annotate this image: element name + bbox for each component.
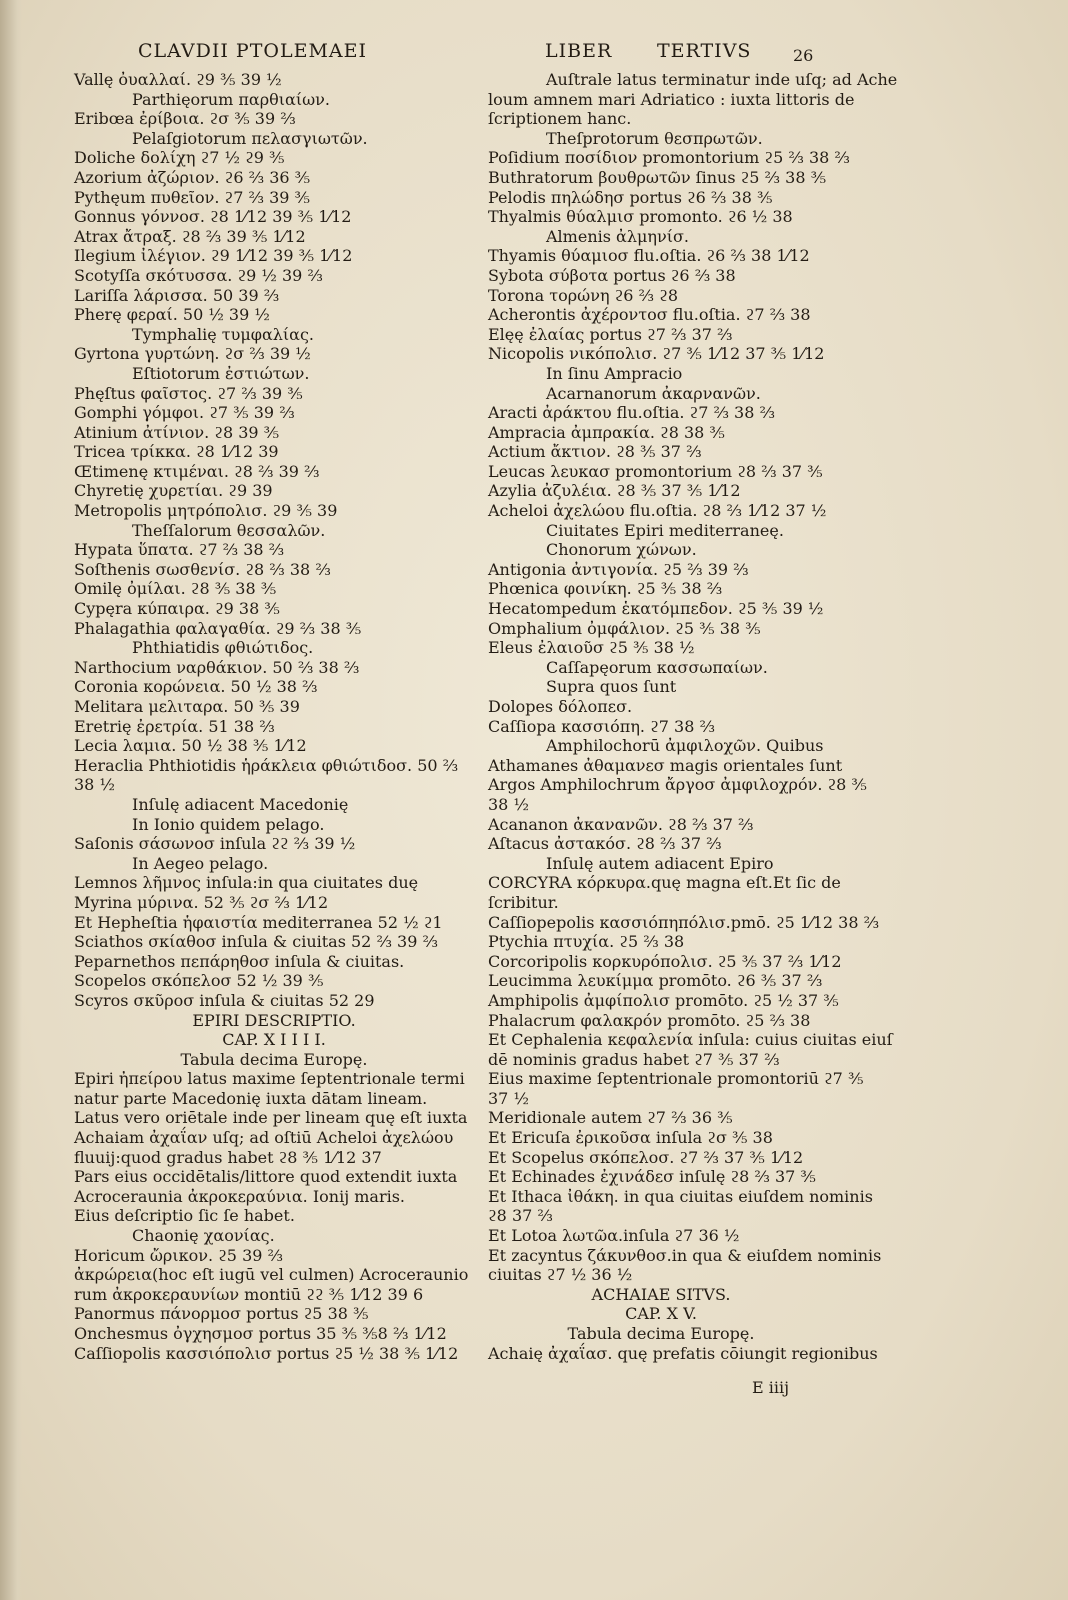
text-line: Caſſiopa κασσιόπη. ϩ7 38 ⅔ [488, 716, 715, 736]
text-line: Nicopolis νικόπολισ. ϩ7 ⅗ 1⁄12 37 ⅗ 1⁄12 [488, 344, 825, 364]
text-line: Doliche δολίχη ϩ7 ½ ϩ9 ⅗ [74, 148, 285, 168]
text-line: Saſonis σάσωνοσ inſula ϩϩ ⅔ 39 ½ [74, 834, 356, 854]
page-number: 26 [793, 46, 814, 65]
text-line: Et Ithaca ἰθάκη. in qua ciuitas eiuſdem nominis [488, 1186, 873, 1206]
text-line: Lemnos λῆμνος inſula:in qua ciuitates duę [74, 873, 419, 893]
text-line: Vallę ὀυαλλαί. ϩ9 ⅗ 39 ½ [74, 70, 282, 89]
right-text-column [488, 70, 898, 1363]
text-line: Eribœa ἐρίβοια. ϩσ ⅗ 39 ⅔ [74, 109, 296, 129]
text-line: Acheloi ἀχελώου flu.oſtia. ϩ8 ⅔ 1⁄12 37 ½ [488, 501, 827, 521]
text-line: Theſſalorum θεσσαλῶν. [132, 520, 326, 540]
text-line: Sybota σύβοτα portus ϩ6 ⅔ 38 [488, 265, 736, 285]
text-line: Acananon ἀκανανῶν. ϩ8 ⅔ 37 ⅔ [488, 814, 754, 834]
text-line: Supra quos ſunt [546, 677, 677, 697]
text-line: Atrax ἄτραξ. ϩ8 ⅔ 39 ⅗ 1⁄12 [74, 226, 306, 246]
text-line: Eius deſcriptio ſic ſe habet. [74, 1206, 295, 1226]
text-line: Myrina μύρινα. 52 ⅗ ϩσ ⅔ 1⁄12 [74, 892, 329, 912]
text-line: Dolopes δόλοπεσ. [488, 697, 633, 716]
text-line: Ilegium ἰλέγιον. ϩ9 1⁄12 39 ⅗ 1⁄12 [74, 246, 353, 266]
text-line: Et Ericuſa ἐρικοῦσα inſula ϩσ ⅗ 38 [488, 1128, 773, 1148]
text-line: Auſtrale latus terminatur inde uſq; ad Ache [546, 70, 898, 89]
text-line: In Ionio quidem pelago. [132, 814, 325, 834]
text-line: fluuij:quod gradus habet ϩ8 ⅗ 1⁄12 37 [74, 1147, 382, 1167]
text-line: Scotyſſa σκότυσσα. ϩ9 ½ 39 ⅔ [74, 265, 323, 285]
text-line: Pelaſgiotorum πελασγιωτῶν. [132, 128, 368, 148]
text-line: Heraclia Phthiotidis ἡράκλεια φθιώτιδοσ. 50 ⅔ [74, 755, 459, 775]
text-line: ciuitas ϩ7 ½ 36 ½ [488, 1265, 633, 1285]
text-line: ACHAIAE SITVS. [591, 1284, 731, 1304]
text-line: Ptychia πτυχία. ϩ5 ⅔ 38 [488, 932, 685, 952]
text-line: Almenis ἀλμηνίσ. [546, 226, 689, 246]
signature-mark: E iiij [752, 1378, 790, 1397]
text-line: Horicum ὤρικον. ϩ5 39 ⅔ [74, 1245, 284, 1265]
text-line: Acherontis ἀχέροντοσ flu.oſtia. ϩ7 ⅔ 38 [488, 305, 811, 325]
text-line: Achaię ἀχαΐασ. quę prefatis cōiungit regionibus [488, 1343, 878, 1363]
text-line: Leucas λευκασ promontorium ϩ8 ⅔ 37 ⅗ [488, 461, 823, 481]
text-line: 37 ½ [488, 1088, 529, 1108]
text-line: Chyretię χυρετίαι. ϩ9 39 [74, 481, 273, 501]
text-line: ἀκρώρεια(hoc eſt iugū vel culmen) Acroceraunio [74, 1265, 469, 1285]
text-line: Eius maxime ſeptentrionale promontoriū ϩ7 ⅗ [488, 1069, 864, 1089]
text-line: Et Scopelus σκόπελοσ. ϩ7 ⅔ 37 ⅗ 1⁄12 [488, 1147, 804, 1167]
text-line: Tymphalię τυμφαλίας. [132, 324, 315, 344]
text-line: Acarnanorum ἀκαρνανῶν. [546, 383, 761, 403]
text-line: Eretrię ἐρετρία. 51 38 ⅔ [74, 716, 275, 736]
text-line: Pherę φεραί. 50 ½ 39 ½ [74, 305, 270, 325]
text-line: ſcriptionem hanc. [488, 109, 632, 129]
text-line: Ampracia ἀμπρακία. ϩ8 38 ⅗ [488, 422, 725, 442]
text-line: Œtimenę κτιμέναι. ϩ8 ⅔ 39 ⅔ [74, 461, 320, 481]
text-line: Amphipolis ἀμφίπολισ promōto. ϩ5 ½ 37 ⅗ [488, 990, 839, 1010]
text-line: Amphilochorū ἀμφιλοχῶν. Quibus [546, 736, 824, 756]
text-line: Narthocium ναρθάκιον. 50 ⅔ 38 ⅔ [74, 657, 360, 677]
text-line: dē nominis gradus habet ϩ7 ⅗ 37 ⅔ [488, 1049, 780, 1069]
text-line: Antigonia ἀντιγονία. ϩ5 ⅔ 39 ⅔ [488, 559, 749, 579]
text-line: EPIRI DESCRIPTIO. [192, 1010, 356, 1030]
text-line: Acroceraunia ἀκροκεραύνια. Ionij maris. [74, 1186, 406, 1206]
text-line: Latus vero oriētale inde per lineam quę eſt iuxta [74, 1108, 468, 1128]
text-line: Pars eius occidētalis/littore quod extendit iuxta [74, 1167, 458, 1187]
text-line: Gomphi γόμφοι. ϩ7 ⅗ 39 ⅔ [74, 403, 295, 423]
text-line: rum ἀκροκεραυνίων montiū ϩϩ ⅗ 1⁄12 39 6 [74, 1284, 424, 1304]
text-line: Soſthenis σωσθενίσ. ϩ8 ⅔ 38 ⅔ [74, 559, 331, 579]
text-line: Phœnica φοινίκη. ϩ5 ⅗ 38 ⅔ [488, 579, 723, 599]
text-line: Chonorum χώνων. [546, 540, 697, 560]
text-line: Epiri ἠπείρου latus maxime ſeptentrionale termi [74, 1069, 465, 1089]
text-line: Buthratorum βουθρωτῶν ſinus ϩ5 ⅔ 38 ⅗ [488, 167, 827, 187]
text-line: Inſulę adiacent Macedonię [132, 794, 349, 814]
text-line: Ciuitates Epiri mediterraneę. [546, 520, 784, 540]
text-line: Et Cephalenia κεφαλενία inſula: cuius ciuitas eiuſ [488, 1030, 893, 1050]
text-line: In Aegeo pelago. [132, 853, 269, 873]
text-line: Scyros σκῦροσ inſula & ciuitas 52 29 [74, 990, 375, 1010]
text-line: Caſſiopepolis κασσιόπηπόλισ.pmō. ϩ5 1⁄12 38 ⅔ [488, 912, 880, 932]
text-line: Phalagathia φαλαγαθία. ϩ9 ⅔ 38 ⅗ [74, 618, 362, 638]
text-line: Poſidium ποσίδιον promontorium ϩ5 ⅔ 38 ⅔ [488, 148, 850, 168]
text-line: Leucimma λευκίμμα promōto. ϩ6 ⅗ 37 ⅔ [488, 971, 823, 991]
text-line: Et zacyntus ζάκυνθοσ.in qua & eiuſdem nominis [488, 1245, 882, 1265]
text-line: Corcoripolis κορκυρόπολισ. ϩ5 ⅗ 37 ⅔ 1⁄12 [488, 951, 842, 971]
text-line: CAP. X V. [625, 1304, 697, 1324]
text-line: Caſſapęorum κασσωπαίων. [546, 657, 768, 677]
text-line: Pythęum πυθεῖον. ϩ7 ⅔ 39 ⅗ [74, 187, 311, 207]
text-line: loum amnem mari Adriatico : iuxta littoris de [488, 89, 855, 109]
text-line: Melitara μελιταρα. 50 ⅗ 39 [74, 697, 300, 716]
text-line: In ſinu Ampracio [546, 363, 683, 383]
text-line: Gyrtona γυρτώνη. ϩσ ⅔ 39 ½ [74, 344, 311, 364]
text-line: Torona τορώνη ϩ6 ⅔ ϩ8 [488, 285, 678, 305]
text-line: Caſſiopolis κασσιόπολισ portus ϩ5 ½ 38 ⅗ 1⁄12 [74, 1343, 459, 1363]
running-head-left: CLAVDII PTOLEMAEI [138, 40, 368, 62]
text-line: Elęę ἐλαίας portus ϩ7 ⅔ 37 ⅔ [488, 324, 733, 344]
text-line: Pelodis πηλώδησ portus ϩ6 ⅔ 38 ⅗ [488, 187, 773, 207]
text-line: 38 ½ [488, 794, 529, 814]
text-line: 38 ½ [74, 775, 115, 795]
text-line: Hecatompedum ἑκατόμπεδον. ϩ5 ⅗ 39 ½ [488, 599, 824, 619]
text-line: Lariſſa λάρισσα. 50 39 ⅔ [74, 285, 280, 305]
text-line: Achaiam ἀχαΐαν uſq; ad oſtiū Acheloi ἀχελώου [74, 1128, 454, 1148]
text-line: Cypęra κύπαιρα. ϩ9 38 ⅗ [74, 599, 280, 619]
text-line: Panormus πάνορμοσ portus ϩ5 38 ⅗ [74, 1304, 369, 1324]
text-line: Thyamis θύαμιοσ flu.oſtia. ϩ6 ⅔ 38 1⁄12 [488, 246, 810, 266]
running-head-part: TERTIVS [657, 40, 752, 62]
text-line: Eſtiotorum ἐστιώτων. [132, 363, 310, 383]
text-line: Thyalmis θύαλμισ promonto. ϩ6 ½ 38 [488, 207, 793, 227]
text-line: Meridionale autem ϩ7 ⅔ 36 ⅗ [488, 1108, 733, 1128]
text-line: Et Echinades ἐχινάδεσ inſulę ϩ8 ⅔ 37 ⅗ [488, 1167, 816, 1187]
text-line: Omphalium ὀμφάλιον. ϩ5 ⅗ 38 ⅗ [488, 618, 761, 638]
text-line: Athamanes ἀθαμανεσ magis orientales ſunt [488, 755, 843, 775]
text-line: Metropolis μητρόπολισ. ϩ9 ⅗ 39 [74, 501, 338, 521]
left-text-column [74, 70, 474, 1363]
text-line: Parthięorum παρθιαίων. [132, 89, 330, 109]
text-line: Sciathos σκίαθοσ inſula & ciuitas 52 ⅔ 39 ⅔ [74, 932, 438, 952]
text-line: Et Lotoa λωτῶα.inſula ϩ7 36 ½ [488, 1226, 740, 1246]
text-line: Theſprotorum θεσπρωτῶν. [546, 128, 763, 148]
text-line: Tabula decima Europę. [567, 1324, 755, 1343]
text-line: Atinium ἀτίνιον. ϩ8 39 ⅗ [74, 422, 280, 442]
text-line: Aſtacus ἀστακόσ. ϩ8 ⅔ 37 ⅔ [488, 834, 722, 854]
text-line: Chaonię χαονίας. [132, 1226, 275, 1246]
text-line: Scopelos σκόπελοσ 52 ½ 39 ⅗ [74, 971, 324, 991]
text-line: Gonnus γόννοσ. ϩ8 1⁄12 39 ⅗ 1⁄12 [74, 207, 352, 227]
text-line: Aracti ἀράκτου flu.oſtia. ϩ7 ⅔ 38 ⅔ [488, 403, 776, 423]
text-line: Phęſtus φαῖστος. ϩ7 ⅔ 39 ⅗ [74, 383, 303, 403]
text-line: Argos Amphilochrum ἄργοσ ἀμφιλοχρόν. ϩ8 ⅗ [488, 775, 867, 795]
text-line: Phalacrum φαλακρόν promōto. ϩ5 ⅔ 38 [488, 1010, 811, 1030]
text-line: Tabula decima Europę. [180, 1049, 368, 1069]
text-line: CORCYRA κόρκυρα.quę magna eſt.Et ſic de [488, 873, 841, 893]
running-head-book: LIBER [545, 40, 613, 62]
text-line: CAP. X I I I I. [222, 1030, 326, 1050]
text-line: Eleus ἐλαιοῦσ ϩ5 ⅗ 38 ½ [488, 638, 695, 658]
text-line: ϩ8 37 ⅔ [488, 1206, 553, 1226]
text-line: Et Hepheſtia ἡφαιστία mediterranea 52 ½ ϩ1 [74, 912, 443, 932]
text-line: Tricea τρίκκα. ϩ8 1⁄12 39 [74, 442, 279, 462]
text-line: Azylia ἀζυλέια. ϩ8 ⅗ 37 ⅗ 1⁄12 [488, 481, 741, 501]
text-line: Lecia λαμια. 50 ½ 38 ⅗ 1⁄12 [74, 736, 307, 756]
text-line: Actium ἄκτιον. ϩ8 ⅗ 37 ⅔ [488, 442, 702, 462]
text-line: Onchesmus ὀγχησμοσ portus 35 ⅗ ⅗8 ⅔ 1⁄12 [74, 1324, 447, 1343]
text-line: ſcribitur. [488, 892, 559, 912]
text-line: natur parte Macedonię iuxta dātam lineam. [74, 1088, 428, 1108]
text-line: Peparnethos πεπάρηθοσ inſula & ciuitas. [74, 951, 405, 971]
page-gutter-shadow [0, 0, 22, 1600]
text-line: Azorium ἀζώριον. ϩ6 ⅔ 36 ⅗ [74, 167, 311, 187]
text-line: Coronia κορώνεια. 50 ½ 38 ⅔ [74, 677, 318, 697]
text-line: Phthiatidis φθιώτιδος. [132, 638, 314, 658]
text-line: Inſulę autem adiacent Epiro [546, 853, 774, 873]
text-line: Omilę ὀμίλαι. ϩ8 ⅗ 38 ⅗ [74, 579, 277, 599]
text-line: Hypata ὕπατα. ϩ7 ⅔ 38 ⅔ [74, 540, 285, 560]
